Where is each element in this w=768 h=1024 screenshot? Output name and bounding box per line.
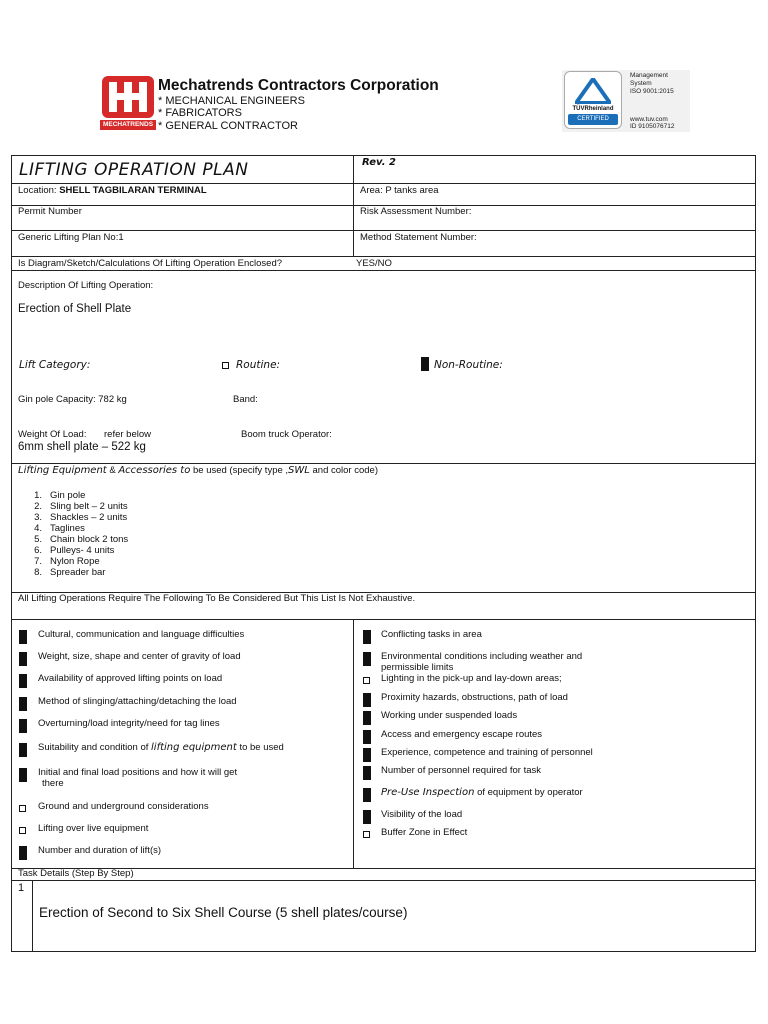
area-field: Area: P tanks area	[360, 185, 439, 196]
checked-box[interactable]	[363, 711, 371, 725]
certification-badge	[562, 70, 690, 132]
location-row	[18, 185, 207, 196]
description-value: Erection of Shell Plate	[18, 303, 132, 315]
task-step-text: Erection of Second to Six Shell Course (5 shell plates/course)	[39, 905, 408, 920]
unchecked-box[interactable]	[363, 677, 370, 684]
rule	[11, 880, 756, 881]
rule	[11, 463, 756, 464]
checked-box[interactable]	[363, 693, 371, 707]
check-text: Lighting in the pick-up and lay-down areas;	[381, 673, 562, 684]
cert-brand: TÜVRheinland	[572, 106, 614, 112]
checklist-item-label	[381, 787, 583, 798]
equipment-heading	[18, 465, 378, 476]
equip-heading-part: and color code)	[312, 465, 378, 476]
check-text: Weight, size, shape and center of gravity of load	[38, 651, 241, 662]
rule	[11, 183, 756, 184]
checklist-item-label	[38, 673, 222, 684]
logo-label: MECHATRENDS	[102, 121, 154, 128]
task-number: 1	[18, 882, 25, 894]
check-text: Lifting over live equipment	[38, 823, 149, 834]
checklist-item-label	[38, 718, 220, 729]
checklist-item-label	[38, 845, 161, 856]
frame-left	[11, 155, 12, 952]
cert-line-2: System	[630, 80, 652, 87]
equipment-item-text: Chain block 2 tons	[50, 534, 129, 545]
checklist-item-label	[38, 767, 237, 778]
equipment-item	[18, 501, 128, 512]
equipment-item-text: Nylon Rope	[50, 556, 100, 567]
checked-box[interactable]	[19, 630, 27, 644]
equipment-item	[18, 534, 128, 545]
check-text: Environmental conditions including weather and	[381, 651, 583, 662]
check-text: Number and duration of lift(s)	[38, 845, 162, 856]
equipment-item	[18, 512, 127, 523]
checked-box[interactable]	[19, 697, 27, 711]
equip-heading-part: Lifting Equipment	[18, 465, 107, 476]
company-logo	[100, 76, 156, 130]
checklist-item-label	[38, 742, 284, 753]
checked-box[interactable]	[19, 768, 27, 782]
location-value: SHELL TAGBILARAN TERMINAL	[59, 185, 207, 196]
checked-box[interactable]	[19, 652, 27, 666]
check-text: Experience, competence and training of personnel	[381, 747, 593, 758]
equip-heading-part: be used (specify type ,	[192, 465, 289, 476]
task-num-col	[32, 880, 33, 952]
checked-box[interactable]	[19, 743, 27, 757]
checklist-item-label	[381, 729, 542, 740]
checklist-item-label	[381, 692, 568, 703]
checklist-item-label	[381, 809, 462, 820]
equipment-item-text: Taglines	[50, 523, 85, 534]
revision: Rev. 2	[362, 157, 396, 168]
unchecked-box[interactable]	[363, 831, 370, 838]
check-text: Suitability and condition of	[38, 742, 149, 753]
routine-label: Routine:	[236, 359, 281, 371]
equipment-item-number: 7.	[34, 556, 42, 567]
equipment-item-text: Sling belt – 2 units	[50, 501, 128, 512]
equipment-item-text: Shackles – 2 units	[50, 512, 128, 523]
rule	[11, 155, 756, 156]
equipment-item-number: 2.	[34, 501, 42, 512]
tagline-1: * MECHANICAL ENGINEERS	[158, 95, 305, 107]
checklist-item-label	[381, 710, 517, 721]
diagram-question: Is Diagram/Sketch/Calculations Of Lifting Operation Enclosed?	[18, 258, 283, 269]
unchecked-box[interactable]	[19, 827, 26, 834]
check-text-tail: to be used	[239, 742, 284, 753]
check-text: Proximity hazards, obstructions, path of load	[381, 692, 568, 703]
equipment-item-number: 4.	[34, 523, 42, 534]
equipment-item	[18, 523, 85, 534]
cert-badge-label: CERTIFIED	[568, 114, 618, 125]
checked-box[interactable]	[363, 788, 371, 802]
check-text: Method of slinging/attaching/detaching the load	[38, 696, 237, 707]
checked-box[interactable]	[19, 719, 27, 733]
check-handwritten: lifting equipment	[151, 742, 237, 753]
tagline-2: * FABRICATORS	[158, 107, 242, 119]
check-text: Ground and underground considerations	[38, 801, 209, 812]
equipment-item	[18, 556, 100, 567]
check-text-tail: of equipment by operator	[477, 787, 583, 798]
equipment-item	[18, 567, 105, 578]
equipment-item-number: 5.	[34, 534, 42, 545]
checklist-item-label	[381, 673, 562, 684]
checklist-item-label	[38, 696, 237, 707]
description-label: Description Of Lifting Operation:	[18, 280, 154, 291]
rule	[11, 270, 756, 271]
checklist-item-label	[381, 827, 467, 838]
rule	[11, 256, 756, 257]
non-routine-label: Non-Routine:	[434, 359, 503, 371]
checked-box[interactable]	[363, 766, 371, 780]
equip-heading-part: Accessories to	[118, 465, 191, 476]
equipment-item	[18, 490, 85, 501]
equipment-item-text: Pulleys- 4 units	[50, 545, 115, 556]
boom-truck-operator: Boom truck Operator:	[241, 429, 332, 440]
cert-line-6: ID 9105076712	[630, 123, 675, 130]
task-details-label: Task Details (Step By Step)	[18, 868, 134, 879]
check-text: Conflicting tasks in area	[381, 629, 482, 640]
equipment-item	[18, 545, 114, 556]
unchecked-box[interactable]	[19, 805, 26, 812]
checked-box[interactable]	[363, 630, 371, 644]
check-text: Initial and final load positions and how it will get	[38, 767, 238, 778]
checklist-item-label	[38, 651, 241, 662]
checked-box[interactable]	[363, 730, 371, 744]
form-title: LIFTING OPERATION PLAN	[19, 160, 249, 180]
weight-ref: refer below	[104, 429, 151, 440]
equipment-item-number: 3.	[34, 512, 42, 523]
method-statement-number: Method Statement Number:	[360, 232, 477, 243]
diagram-answer: YES/NO	[356, 258, 392, 269]
check-handwritten: Pre-Use Inspection	[381, 787, 475, 798]
checklist-item-label	[38, 629, 244, 640]
all-operations-note: All Lifting Operations Require The Following To Be Considered But This List Is Not Exhaustive.	[18, 593, 416, 604]
equip-heading-amp: &	[109, 465, 116, 476]
check-text: Buffer Zone in Effect	[381, 827, 468, 838]
equipment-item-text: Spreader bar	[50, 567, 106, 578]
check-text: Overturning/load integrity/need for tag lines	[38, 718, 220, 729]
tuv-triangle-icon	[575, 78, 611, 104]
equipment-item-text: Gin pole	[50, 490, 86, 501]
checklist-item-label	[381, 651, 582, 662]
load-value: 6mm shell plate – 522 kg	[18, 441, 146, 453]
checklist-item-label-line2: there	[42, 778, 64, 789]
grid-mid-checks	[353, 619, 354, 869]
equipment-item-number: 6.	[34, 545, 42, 556]
checklist-item-label	[381, 747, 593, 758]
checked-box[interactable]	[19, 846, 27, 860]
check-text: Working under suspended loads	[381, 710, 518, 721]
cert-line-3: ISO 9001:2015	[630, 88, 674, 95]
checklist-item-label	[381, 629, 482, 640]
checklist-item-label	[38, 801, 209, 812]
checklist-item-label-line2: permissible limits	[381, 662, 454, 673]
cert-line-5: www.tuv.com	[630, 116, 668, 123]
check-text: Access and emergency escape routes	[381, 729, 543, 740]
weight-label: Weight Of Load:	[18, 429, 87, 440]
permit-number: Permit Number	[18, 206, 82, 217]
equipment-item-number: 1.	[34, 490, 42, 501]
rule	[11, 951, 756, 952]
check-text: Availability of approved lifting points on load	[38, 673, 223, 684]
non-routine-checkbox[interactable]	[421, 357, 429, 371]
check-text: Cultural, communication and language difficulties	[38, 629, 245, 640]
checked-box[interactable]	[363, 748, 371, 762]
company-name: Mechatrends Contractors Corporation	[158, 77, 439, 94]
tagline-3: * GENERAL CONTRACTOR	[158, 120, 298, 132]
rule	[11, 230, 756, 231]
checked-box[interactable]	[363, 810, 371, 824]
generic-lifting-plan: Generic Lifting Plan No:1	[18, 232, 124, 243]
rule	[11, 619, 756, 620]
gin-pole-capacity: Gin pole Capacity: 782 kg	[18, 394, 127, 405]
checked-box[interactable]	[363, 652, 371, 666]
checked-box[interactable]	[19, 674, 27, 688]
checklist-item-label	[381, 765, 541, 776]
band-label: Band:	[233, 394, 258, 405]
risk-assessment-number: Risk Assessment Number:	[360, 206, 472, 217]
frame-right	[755, 155, 756, 952]
location-label: Location:	[18, 185, 57, 196]
check-text: Number of personnel required for task	[381, 765, 541, 776]
equip-heading-swl: SWL	[288, 465, 310, 476]
checklist-item-label	[38, 823, 148, 834]
equipment-item-number: 8.	[34, 567, 42, 578]
routine-checkbox[interactable]	[222, 362, 229, 369]
check-text: Visibility of the load	[381, 809, 463, 820]
lift-category-label: Lift Category:	[19, 359, 91, 371]
cert-line-1: Management	[630, 72, 668, 79]
